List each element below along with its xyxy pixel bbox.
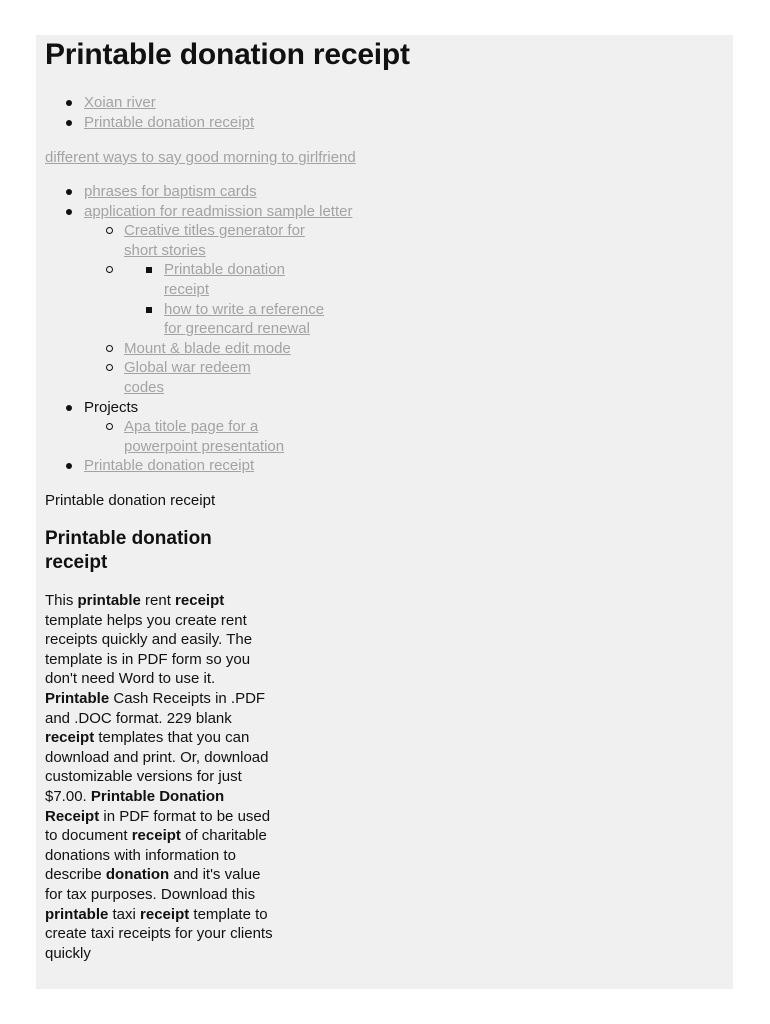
content-panel [36,35,733,989]
readmission-letter-link[interactable]: application for readmission sample letter [84,202,353,220]
bold-keyword: receipt [175,592,225,609]
bold-keyword: receipt [140,905,190,923]
global-war-link[interactable]: Global war redeem codes [124,359,251,396]
list-item [124,300,334,339]
sub-list [84,221,352,397]
list-item [45,456,352,476]
sub-sub-list [124,260,325,338]
donation-receipt-link[interactable]: Printable donation receipt [164,261,285,298]
apa-title-page-link[interactable]: Apa titole page for a powerpoint presentation [124,418,285,455]
list-item [84,339,314,359]
bold-keyword: printable [77,592,141,609]
bold-keyword: printable [45,905,109,923]
body-text-segment: This [45,592,78,609]
standalone-link-wrapper [45,148,356,168]
list-item [45,182,352,202]
section-heading: Printable donation receipt [45,528,212,573]
body-text-segment: template helps you create rent receipts quickly and easily. The template is in PDF form so you don't need Word to use it. [45,611,253,688]
nav-link-printable-donation-receipt[interactable]: Printable donation receipt [84,113,255,131]
mount-blade-link[interactable]: Mount & blade edit mode [124,339,291,357]
list-item [45,113,254,133]
top-nav-list [45,93,254,132]
list-item [84,260,325,338]
good-morning-link[interactable]: different ways to say good morning to girlfriend [45,149,356,166]
body-text-segment: of charitable donations with information to describe [45,827,267,884]
donation-receipt-bottom-link[interactable]: Printable donation receipt [84,457,255,475]
baptism-cards-link[interactable]: phrases for baptism cards [84,183,257,200]
projects-label: Projects [84,398,139,416]
body-text-segment: in PDF format to be used to document [45,807,271,845]
nav-link-xoian-river[interactable]: Xoian river [84,94,156,111]
list-item [45,93,254,113]
list-item [124,260,334,299]
bold-keyword: Printable [45,689,110,707]
list-item [84,221,314,260]
bold-keyword: receipt [131,827,181,845]
body-paragraph [45,591,277,963]
page-title: Printable donation receipt [45,38,410,71]
titles-generator-link[interactable]: Creative titles generator for short stories [124,222,305,259]
list-item [45,202,352,398]
greencard-reference-link[interactable]: how to write a reference for greencard renewal [164,300,325,338]
projects-sub-list [84,417,352,456]
list-item [84,358,274,397]
list-item [84,417,314,456]
intro-text: Printable donation receipt [45,492,216,509]
bold-keyword: Printable Donation Receipt [45,787,225,825]
body-text-segment: template to create taxi receipts for your clients quickly [45,905,273,962]
body-text-segment: Cash Receipts in .PDF and .DOC format. 229 blank [45,689,266,727]
bold-keyword: donation [105,866,170,884]
body-text-segment: templates that you can download and print. Or, download customizable versions for just $7.00. [45,729,269,805]
list-item [45,398,352,457]
body-text-segment: taxi [108,905,141,923]
nav-tree [45,182,352,476]
bold-keyword: receipt [45,729,95,747]
body-text-segment: and it's value for tax purposes. Download this [45,866,261,903]
body-text-segment: rent [140,592,176,609]
